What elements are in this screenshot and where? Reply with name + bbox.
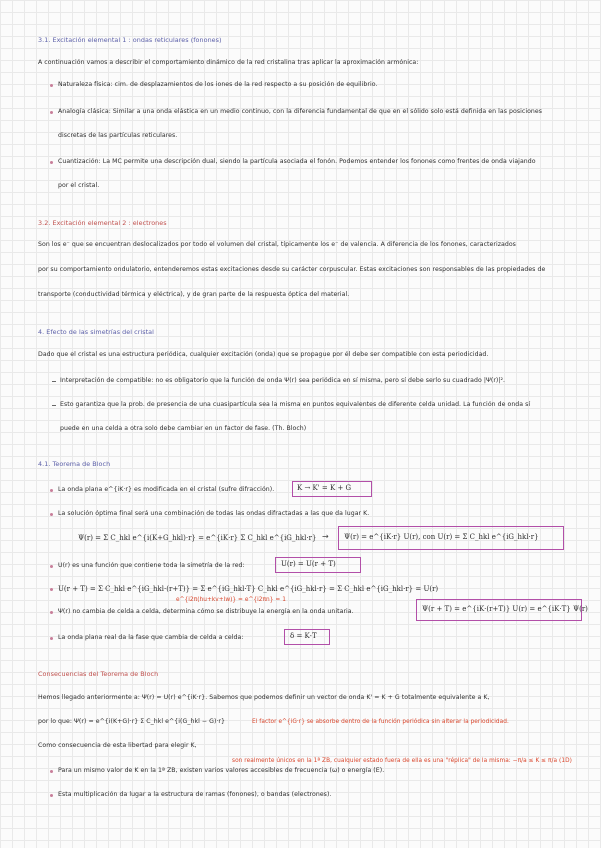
bullet-dot (50, 513, 53, 516)
s31-bullet-analogia-cont: discretas de las partículas reticulares. (58, 132, 178, 139)
s4-paragraph: Dado que el cristal es una estructura periódica, cualquier excitación (onda) que se propague por él debe ser compatible con esta periodicidad. (38, 351, 489, 358)
bullet-dot (50, 611, 53, 614)
consequences-title: Consecuencias del Teorema de Bloch (38, 670, 159, 678)
consequences-bands: Esta multiplicación da lugar a la estructura de ramas (fonones), o bandas (electrones). (58, 791, 332, 798)
bullet-dot (50, 770, 53, 773)
s4-bloch-note-cont: puede en una celda a otra solo debe cambiar en un factor de fase. (Th. Bloch) (60, 425, 307, 432)
s41-periodic-function: U(r) es una función que contiene toda la simetría de la red: (58, 562, 245, 569)
consequences-paragraph-1: Hemos llegado anteriormente a: Ψ(r) = U(r) e^{iK·r}. Sabemos que podemos definir un vector de onda K' = K + G totalmente equivalente a K, (38, 694, 490, 701)
bloch-function-box (338, 526, 564, 550)
s32-paragraph-3: transporte (conductividad térmica y eléctrica), y de gran parte de la respuesta óptica del material. (38, 291, 350, 298)
bullet-dot (50, 794, 53, 797)
s41-phase-change: La onda plana real da la fase que cambia de celda a celda: (58, 634, 244, 641)
bullet-dot (50, 111, 53, 114)
dash-marker (52, 381, 56, 382)
section-3-2-title: 3.2. Excitación elemental 2 : electrones (38, 219, 167, 227)
periodicity-proof-equation: U(r + T) = Σ C_hkl e^{iG_hkl·(r+T)} = Σ e^{iG_hkl·T} C_hkl e^{iG_hkl·r} = Σ C_hkl e^{iG_hkl·r} = U(r) (58, 585, 439, 593)
bullet-dot (50, 588, 53, 591)
bloch-translation-box (416, 599, 588, 621)
s32-paragraph-2: por su comportamiento ondulatorio, entenderemos estas excitaciones desde su carácter corpuscular. Estas excitaciones son responsables de las propiedades de (38, 266, 546, 273)
phase-box (284, 629, 330, 645)
s41-plane-wave: La onda plana e^{iK·r} es modificada en el cristal (sufre difracción). (58, 486, 275, 493)
s32-paragraph-1: Son los e⁻ que se encuentran deslocalizados por todo el volumen del cristal, típicamente los e⁻ de valencia. A diferencia de los fonones, caracterizados (38, 241, 516, 248)
bullet-dot (50, 637, 53, 640)
phase-equation: δ = K·T (290, 632, 317, 640)
consequences-paragraph-2: por lo que: Ψ(r) = e^{i(K+G)·r} Σ C_hkl e^{i(G_hkl − G)·r} (38, 718, 226, 725)
consequences-paragraph-3: Como consecuencia de esta libertad para elegir K, (38, 742, 197, 749)
bullet-dot (50, 489, 53, 492)
bullet-dot (50, 565, 53, 568)
phase-unity-note: e^{i2π(hu+kv+lw)} = e^{i2πn} = 1 (176, 597, 286, 603)
periodicity-equation: U(r) = U(r + T) (281, 560, 336, 568)
s4-bloch-note: Esto garantiza que la prob. de presencia de una cuasipartícula sea la misma en puntos equivalentes de diferente celda unidad. La función de onda sí (60, 401, 531, 408)
section-3-1-intro: A continuación vamos a describir el comportamiento dinámico de la red cristalina tras aplicar la aproximación armónica: (38, 59, 419, 66)
s4-compatible-note: Interpretación de compatible: no es obligatorio que la función de onda Ψ(r) sea periódica en sí misma, pero sí debe serlo su cuadrado |Ψ(r)|². (60, 377, 506, 384)
dash-marker (52, 405, 56, 406)
first-zone-note: son realmente únicos en la 1ª ZB, cualquier estado fuera de ella es una "réplica" de la misma: −π/a ≤ K ≤ π/a (1D) (232, 758, 572, 764)
absorbed-factor-note: El factor e^{iG·r} se absorbe dentro de la función periódica sin alterar la periodicidad. (252, 719, 509, 725)
bullet-dot (50, 161, 53, 164)
consequences-frequencies: Para un mismo valor de K en la 1ª ZB, existen varios valores accesibles de frecuencia (ω) o energía (E). (58, 767, 385, 774)
section-3-1-title: 3.1. Excitación elemental 1 : ondas reticulares (fonones) (38, 36, 222, 44)
implies-arrow-icon: → (322, 532, 329, 541)
section-4-1-title: 4.1. Teorema de Bloch (38, 460, 111, 468)
s31-bullet-analogia: Analogía clásica: Similar a una onda elástica en un medio continuo, con la diferencia fundamental de que en el sólido solo está definida en las posiciones (58, 108, 543, 115)
s31-bullet-cuantizacion-cont: por el cristal. (58, 182, 100, 189)
periodicity-box (275, 557, 361, 573)
s31-bullet-cuantizacion: Cuantización: La MC permite una descripción dual, siendo la partícula asociada el fonón. Podemos entender los fonones como frentes de onda viajando (58, 158, 536, 165)
s41-energy-distribution: Ψ(r) no cambia de celda a celda, determina cómo se distribuye la energía en la onda unitaria. (58, 608, 354, 615)
bloch-translation-equation: Ψ(r + T) = e^{iK·(r+T)} U(r) = e^{iK·T} Ψ(r) (422, 605, 588, 613)
bullet-dot (50, 84, 53, 87)
section-4-title: 4. Efecto de las simetrías del cristal (38, 328, 154, 336)
wavevector-shift-box (292, 481, 372, 497)
wavevector-shift-equation: K → K' = K + G (297, 484, 352, 492)
bloch-expansion-equation: Ψ(r) = Σ C_hkl e^{i(K+G_hkl)·r} = e^{iK·r} Σ C_hkl e^{iG_hkl·r} (78, 534, 317, 542)
s41-diffracted-combination: La solución óptima final será una combinación de todas las ondas difractadas a las que da lugar K. (58, 510, 370, 517)
s31-bullet-naturaleza: Naturaleza física: cim. de desplazamientos de los iones de la red respecto a su posición de equilibrio. (58, 81, 378, 88)
bloch-function-equation: Ψ(r) = e^{iK·r} U(r), con U(r) = Σ C_hkl e^{iG_hkl·r} (344, 533, 539, 541)
